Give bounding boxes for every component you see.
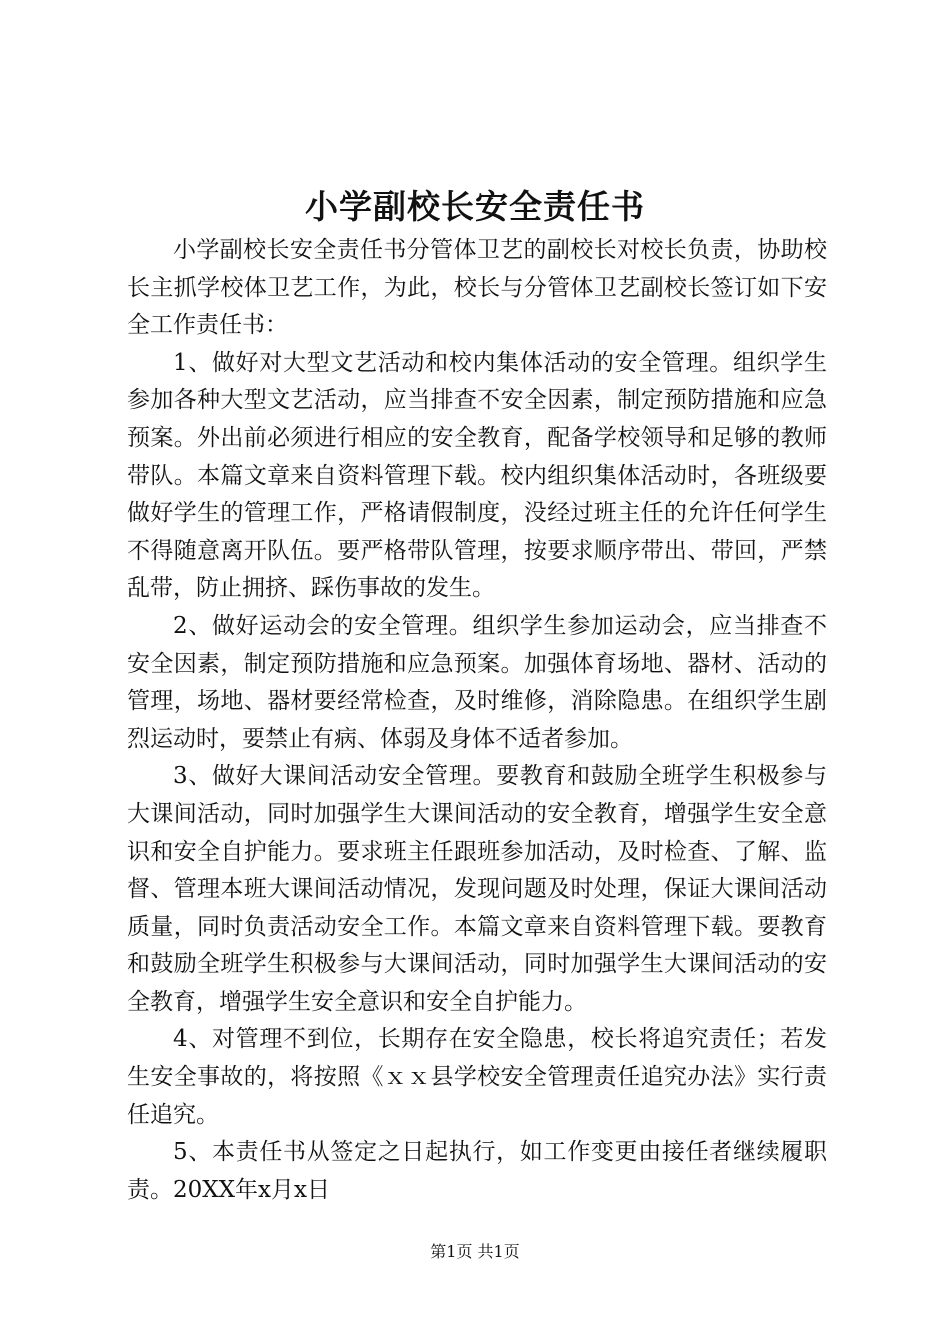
document-body <box>127 232 827 1209</box>
paragraph-item-1: 1、做好对大型文艺活动和校内集体活动的安全管理。组织学生参加各种大型文艺活动，应当排查不安全因素，制定预防措施和应急预案。外出前必须进行相应的安全教育，配备学校领导和足够的教师带队。本篇文章来自资料管理下载。校内组织集体活动时，各班级要做好学生的管理工作，严格请假制度，没经过班主任的允许任何学生不得随意离开队伍。要严格带队管理，按要求顺序带出、带回，严禁乱带，防止拥挤、踩伤事故的发生。 <box>127 349 827 602</box>
paragraph-intro: 小学副校长安全责任书分管体卫艺的副校长对校长负责，协助校长主抓学校体卫艺工作，为此，校长与分管体卫艺副校长签订如下安全工作责任书： <box>127 237 827 339</box>
page-number-footer: 第1页 共1页 <box>430 1242 520 1261</box>
paragraph-item-3: 3、做好大课间活动安全管理。要教育和鼓励全班学生积极参与大课间活动，同时加强学生大课间活动的安全教育，增强学生安全意识和安全自护能力。要求班主任跟班参加活动，及时检查、了解、监督、管理本班大课间活动情况，发现问题及时处理，保证大课间活动质量，同时负责活动安全工作。本篇文章来自资料管理下载。要教育和鼓励全班学生积极参与大课间活动，同时加强学生大课间活动的安全教育，增强学生安全意识和安全自护能力。 <box>127 763 827 1015</box>
paragraph-item-4: 4、对管理不到位，长期存在安全隐患，校长将追究责任；若发生安全事故的，将按照《ｘｘ县学校安全管理责任追究办法》实行责任追究。 <box>127 1026 827 1128</box>
paragraph-item-2: 2、做好运动会的安全管理。组织学生参加运动会，应当排查不安全因素，制定预防措施和应急预案。加强体育场地、器材、活动的管理，场地、器材要经常检查，及时维修，消除隐患。在组织学生剧烈运动时，要禁止有病、体弱及身体不适者参加。 <box>127 612 827 752</box>
paragraph-item-5: 5、本责任书从签定之日起执行，如工作变更由接任者继续履职责。20XX年x月x日 <box>127 1139 827 1203</box>
document-title: 小学副校长安全责任书 <box>305 187 645 226</box>
